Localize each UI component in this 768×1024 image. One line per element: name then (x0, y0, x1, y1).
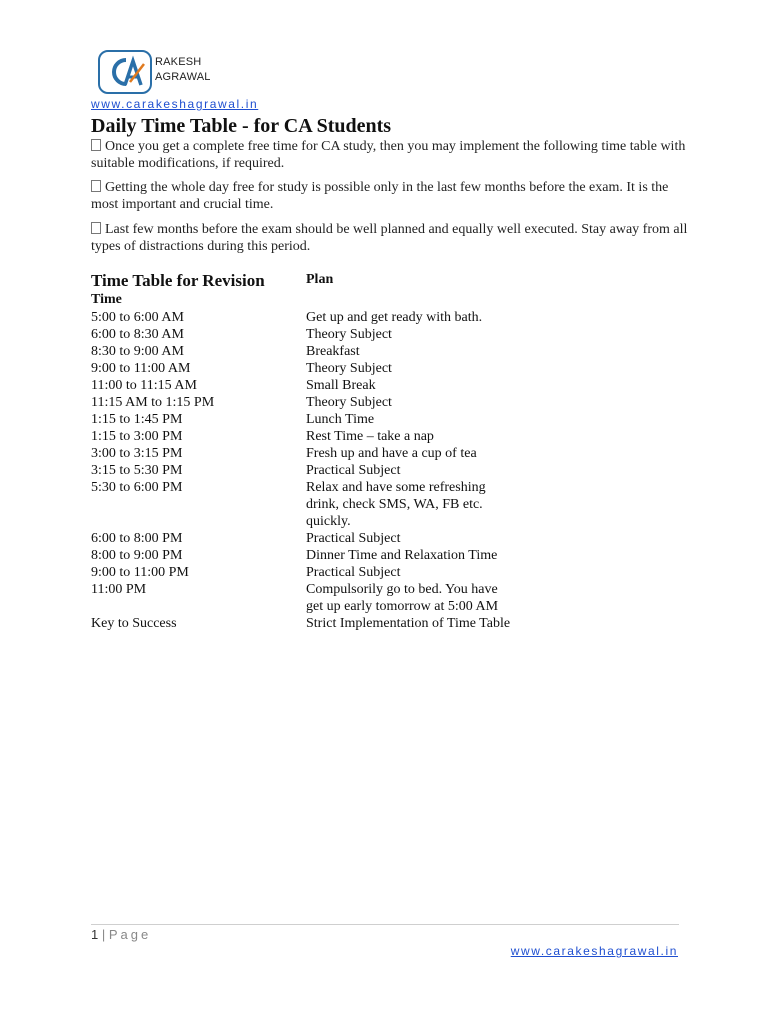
time-cell: 11:15 AM to 1:15 PM (91, 395, 215, 410)
table-row (91, 411, 611, 428)
page-separator: | (101, 927, 106, 942)
plan-cell: Dinner Time and Relaxation Time (306, 548, 498, 563)
website-link-bottom[interactable]: www.carakeshagrawal.in (510, 944, 678, 958)
page-label: Page (108, 927, 152, 942)
table-row (91, 377, 611, 394)
plan-cell: Strict Implementation of Time Table (306, 616, 511, 631)
bullet-box-icon (91, 180, 101, 192)
logo (98, 50, 211, 96)
plan-cell: Relax and have some refreshing drink, check SMS, WA, FB etc. quickly. (306, 480, 486, 529)
time-cell: 5:30 to 6:00 PM (91, 480, 183, 495)
timetable-rows (91, 309, 611, 632)
plan-cell: Rest Time – take a nap (306, 429, 434, 444)
page-number (91, 927, 151, 942)
paragraph-1: Once you get a complete free time for CA study, then you may implement the following time table with suitable modifications, if required. (91, 139, 686, 171)
plan-cell: Theory Subject (306, 361, 392, 376)
plan-cell: Fresh up and have a cup of tea (306, 446, 477, 461)
plan-cell: Get up and get ready with bath. (306, 310, 483, 325)
table-row (91, 462, 611, 479)
plan-cell: Lunch Time (306, 412, 375, 427)
table-row (91, 326, 611, 343)
logo-line-1: RAKESH (155, 56, 202, 68)
time-cell: 6:00 to 8:30 AM (91, 327, 184, 342)
time-cell: Key to Success (91, 616, 177, 631)
plan-cell: Practical Subject (306, 565, 401, 580)
time-cell: 11:00 to 11:15 AM (91, 378, 197, 393)
table-row (91, 394, 611, 411)
plan-cell: Practical Subject (306, 463, 401, 478)
page-title: Daily Time Table - for CA Students (91, 115, 392, 137)
time-cell: 6:00 to 8:00 PM (91, 531, 183, 546)
time-cell: 3:15 to 5:30 PM (91, 463, 183, 478)
table-row (91, 581, 611, 615)
table-row (91, 547, 611, 564)
plan-cell: Practical Subject (306, 531, 401, 546)
page-number-value: 1 (91, 927, 99, 942)
logo-text (155, 55, 211, 85)
time-cell: 8:00 to 9:00 PM (91, 548, 183, 563)
plan-cell: Small Break (306, 378, 376, 393)
table-row (91, 615, 611, 632)
time-cell: 9:00 to 11:00 PM (91, 565, 189, 580)
table-row (91, 530, 611, 547)
ca-logo-icon (98, 50, 152, 94)
column-header-time: Time (91, 292, 122, 307)
time-cell: 8:30 to 9:00 AM (91, 344, 184, 359)
footer-divider (91, 924, 679, 925)
timetable-heading: Time Table for Revision (91, 271, 265, 290)
plan-cell: Compulsorily go to bed. You have get up early tomorrow at 5:00 AM (306, 582, 499, 614)
time-cell: 1:15 to 3:00 PM (91, 429, 183, 444)
table-row (91, 428, 611, 445)
table-row (91, 479, 611, 530)
paragraph-3: Last few months before the exam should be well planned and equally well executed. Stay away from all types of distractions during this period. (91, 222, 688, 254)
table-row (91, 309, 611, 326)
column-header-plan: Plan (306, 272, 334, 287)
website-link-top[interactable]: www.carakeshagrawal.in (91, 97, 259, 111)
table-row (91, 360, 611, 377)
paragraph-2: Getting the whole day free for study is possible only in the last few months before the exam. It is the most important and crucial time. (91, 180, 669, 212)
time-cell: 5:00 to 6:00 AM (91, 310, 184, 325)
plan-cell: Theory Subject (306, 395, 392, 410)
time-cell: 3:00 to 3:15 PM (91, 446, 183, 461)
table-row (91, 564, 611, 581)
bullet-box-icon (91, 222, 101, 234)
logo-line-2: AGRAWAL (155, 71, 211, 83)
plan-cell: Breakfast (306, 344, 360, 359)
time-cell: 9:00 to 11:00 AM (91, 361, 191, 376)
plan-cell: Theory Subject (306, 327, 392, 342)
table-row (91, 343, 611, 360)
time-cell: 11:00 PM (91, 582, 147, 597)
time-cell: 1:15 to 1:45 PM (91, 412, 183, 427)
table-row (91, 445, 611, 462)
bullet-box-icon (91, 139, 101, 151)
